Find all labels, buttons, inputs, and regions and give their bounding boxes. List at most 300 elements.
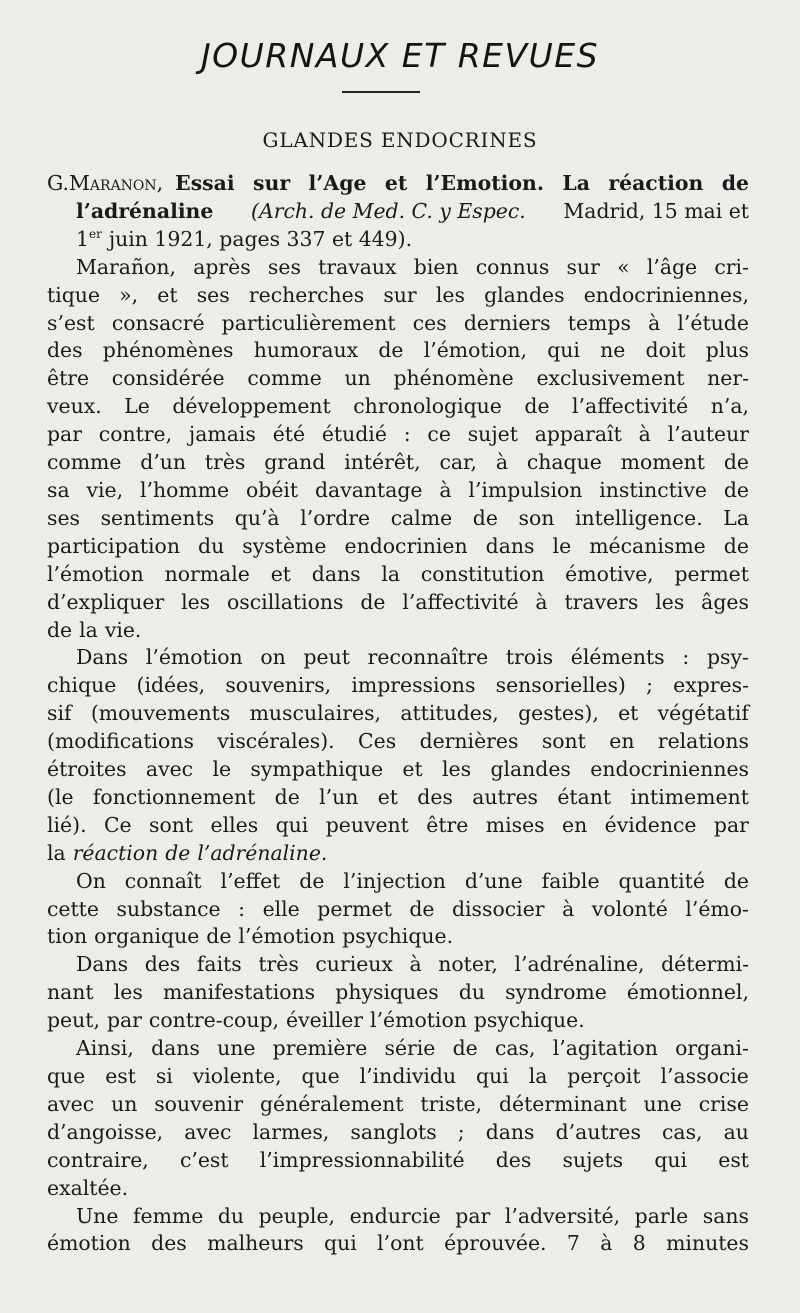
word: en bbox=[562, 812, 588, 837]
word: femme bbox=[132, 1203, 204, 1228]
text-line bbox=[47, 896, 749, 924]
text-line bbox=[47, 923, 749, 951]
paragraph bbox=[47, 1203, 749, 1259]
word: l’émo- bbox=[685, 896, 749, 921]
word: autres bbox=[472, 784, 538, 809]
paragraphs bbox=[47, 254, 749, 1259]
word: souvenirs, bbox=[225, 673, 332, 698]
word: développement bbox=[172, 394, 331, 419]
word: que bbox=[301, 1064, 340, 1088]
text-line bbox=[47, 644, 749, 672]
word: contre, bbox=[98, 422, 173, 447]
word: émotion bbox=[47, 1231, 131, 1256]
reference-author: Maranon, bbox=[69, 171, 164, 195]
word: le bbox=[212, 757, 232, 782]
word: évidence bbox=[604, 812, 697, 837]
text-line bbox=[47, 979, 749, 1007]
word: La bbox=[562, 171, 590, 195]
text-line bbox=[47, 1007, 749, 1035]
word: de bbox=[524, 394, 550, 419]
word: à bbox=[648, 310, 661, 335]
text-line bbox=[47, 254, 749, 282]
word: Dans bbox=[76, 952, 129, 977]
word: sujet bbox=[467, 422, 518, 447]
word: malheurs bbox=[207, 1231, 304, 1256]
word: musculaires, bbox=[249, 701, 382, 726]
word: ses bbox=[196, 282, 230, 307]
word: ses bbox=[47, 505, 80, 530]
word: organique bbox=[94, 924, 200, 949]
word: des bbox=[144, 952, 181, 977]
word: Marañon, bbox=[76, 254, 176, 279]
word: larmes, bbox=[252, 1119, 330, 1144]
word: ce bbox=[427, 422, 451, 447]
text-line bbox=[47, 784, 749, 812]
word: qui bbox=[324, 1231, 357, 1256]
reference-line bbox=[47, 226, 749, 254]
word: du bbox=[217, 1203, 245, 1228]
word: étroites bbox=[47, 757, 127, 782]
word: avec bbox=[47, 1091, 95, 1116]
word: les bbox=[655, 589, 685, 614]
word: phénomène bbox=[393, 366, 514, 391]
word: permet bbox=[674, 561, 749, 586]
word: calme bbox=[390, 505, 453, 530]
word: veux. bbox=[47, 394, 102, 419]
word: intelligence. bbox=[574, 505, 703, 530]
word: moment bbox=[620, 450, 705, 475]
word: l’agitation bbox=[552, 1036, 658, 1061]
text-line bbox=[47, 365, 749, 393]
word: noter, bbox=[438, 952, 498, 977]
text-line bbox=[47, 756, 749, 784]
word: détermi- bbox=[661, 952, 749, 977]
word: tique bbox=[47, 282, 100, 307]
word: après bbox=[193, 254, 251, 279]
word: l’ont bbox=[377, 1231, 424, 1256]
word: psychique. bbox=[342, 924, 454, 949]
word: glandes bbox=[490, 757, 571, 782]
word: étudié bbox=[321, 422, 387, 447]
word: peut, bbox=[47, 1008, 100, 1033]
word: à bbox=[439, 477, 452, 502]
text-line bbox=[47, 310, 749, 338]
word: l’auteur bbox=[667, 422, 749, 447]
word: l’impressionnabilité bbox=[259, 1147, 465, 1172]
word: car, bbox=[439, 450, 478, 475]
word: violente, bbox=[192, 1064, 282, 1088]
word: vie. bbox=[104, 617, 142, 642]
word: (le bbox=[47, 784, 74, 809]
word: l’affectivité bbox=[402, 589, 519, 614]
word: sanglots bbox=[350, 1119, 437, 1144]
word: connus bbox=[475, 254, 550, 279]
word: un bbox=[111, 1091, 138, 1116]
section-title: GLANDES ENDOCRINES bbox=[262, 128, 538, 152]
word: considérée bbox=[111, 366, 225, 391]
word: « bbox=[617, 254, 630, 279]
reference-title bbox=[175, 170, 749, 198]
text-line bbox=[47, 1147, 749, 1175]
word: par bbox=[713, 812, 749, 837]
word: ; bbox=[646, 673, 653, 698]
word: endocrinien bbox=[344, 533, 468, 558]
word: constitution bbox=[420, 561, 545, 586]
word: mises bbox=[485, 812, 545, 837]
word: : bbox=[403, 422, 411, 447]
word: est bbox=[718, 1147, 749, 1172]
text-line bbox=[47, 477, 749, 505]
word: : bbox=[682, 645, 690, 670]
word: Ainsi, bbox=[76, 1036, 134, 1061]
word: sa bbox=[47, 477, 70, 502]
word: l’adrénaline, bbox=[514, 952, 645, 977]
word: syndrome bbox=[505, 980, 607, 1005]
word: Une bbox=[76, 1203, 119, 1228]
word: phénomènes bbox=[102, 338, 234, 363]
word: l’émotion bbox=[47, 561, 144, 586]
word: à bbox=[495, 450, 509, 475]
word: végétatif bbox=[657, 701, 749, 726]
word: expres- bbox=[673, 673, 749, 698]
word: normale bbox=[164, 561, 250, 586]
word: et bbox=[618, 701, 639, 726]
word: première bbox=[272, 1036, 368, 1061]
word: qui bbox=[547, 338, 580, 363]
word: cette bbox=[47, 896, 99, 921]
word: On bbox=[76, 868, 106, 893]
word: peuvent bbox=[325, 812, 409, 837]
word: glandes bbox=[484, 282, 565, 307]
word: les bbox=[113, 980, 143, 1005]
word: (mouvements bbox=[90, 701, 231, 726]
word: éléments bbox=[570, 645, 665, 670]
word: son bbox=[518, 505, 555, 530]
word: travaux bbox=[318, 254, 397, 279]
word: volonté bbox=[591, 896, 668, 921]
word: l’affectivité bbox=[572, 394, 689, 419]
word: 8 bbox=[632, 1231, 646, 1256]
word: sur bbox=[253, 171, 291, 195]
word: à bbox=[535, 589, 548, 614]
word: système bbox=[242, 533, 327, 558]
word: psy- bbox=[706, 645, 749, 670]
word: faible bbox=[541, 868, 600, 893]
word: la bbox=[381, 561, 401, 586]
word: Le bbox=[124, 394, 150, 419]
word: exaltée. bbox=[47, 1175, 129, 1200]
word: l’injection bbox=[343, 868, 446, 893]
word: souvenir bbox=[154, 1091, 244, 1116]
word: perçoit bbox=[567, 1064, 641, 1088]
paragraph bbox=[47, 951, 749, 1035]
word: La bbox=[723, 505, 749, 530]
word: qu’à bbox=[234, 505, 280, 530]
word: attitudes, bbox=[400, 701, 499, 726]
word: réaction bbox=[608, 171, 704, 195]
word: peut bbox=[303, 645, 350, 670]
word: permet bbox=[317, 896, 392, 921]
word: recherches bbox=[248, 282, 365, 307]
word: n’a, bbox=[710, 394, 749, 419]
word: fonctionnement bbox=[92, 784, 256, 809]
word: l’émotion bbox=[370, 1008, 467, 1033]
word: généralement bbox=[259, 1091, 404, 1116]
word: : bbox=[238, 896, 246, 921]
text-line bbox=[47, 282, 749, 310]
word: âges bbox=[701, 589, 749, 614]
word: un bbox=[344, 366, 371, 391]
word: viscérales). bbox=[217, 729, 335, 754]
word: l’adversité, bbox=[504, 1203, 621, 1228]
word: dans bbox=[151, 1036, 200, 1061]
word: de bbox=[452, 1036, 478, 1061]
word: contraire, bbox=[47, 1147, 149, 1172]
word: d’expliquer bbox=[47, 589, 165, 614]
text-line bbox=[47, 561, 749, 589]
text-line bbox=[47, 1063, 749, 1091]
word: l’impulsion bbox=[468, 477, 583, 502]
text-line bbox=[47, 589, 749, 617]
word: les bbox=[442, 757, 472, 782]
word: d’angoisse, bbox=[47, 1119, 164, 1144]
reference-title-cont: l’adrénaline bbox=[76, 198, 214, 223]
text-line bbox=[47, 812, 749, 840]
word: derniers bbox=[463, 310, 551, 335]
word: tion bbox=[47, 924, 88, 949]
word: été bbox=[272, 422, 306, 447]
reference-date-rest: juin 1921, pages 337 et 449). bbox=[108, 226, 413, 251]
word: très bbox=[258, 952, 299, 977]
word: des bbox=[151, 1231, 187, 1256]
reference-date: Madrid, 15 mai et bbox=[563, 198, 749, 223]
word: chaque bbox=[526, 450, 602, 475]
word: émotive, bbox=[565, 561, 654, 586]
word: ces bbox=[412, 310, 447, 335]
word: de bbox=[299, 868, 325, 893]
word: à bbox=[562, 896, 575, 921]
word: Essai bbox=[175, 171, 235, 195]
word: l’étude bbox=[677, 310, 749, 335]
word: minutes bbox=[666, 1231, 749, 1256]
word: si bbox=[155, 1064, 173, 1088]
word: (idées, bbox=[136, 673, 206, 698]
word: cas, bbox=[662, 1119, 703, 1144]
word: étant bbox=[557, 784, 612, 809]
text-line bbox=[47, 672, 749, 700]
word: des bbox=[47, 338, 83, 363]
word: avec bbox=[184, 1119, 232, 1144]
word: éveiller bbox=[286, 1008, 364, 1033]
text-line bbox=[47, 449, 749, 477]
word: psychique. bbox=[473, 1008, 585, 1033]
text-line bbox=[47, 533, 749, 561]
word: et bbox=[384, 171, 408, 195]
word: organi- bbox=[675, 1036, 749, 1061]
word: l’associe bbox=[660, 1064, 749, 1088]
word: de bbox=[378, 338, 404, 363]
word: obéit bbox=[246, 477, 299, 502]
text-line bbox=[47, 1230, 749, 1258]
word: chronologique bbox=[353, 394, 502, 419]
word: sans bbox=[702, 1203, 749, 1228]
word: dans bbox=[311, 561, 361, 586]
word: plus bbox=[705, 338, 749, 363]
word: et bbox=[377, 784, 398, 809]
text-line bbox=[47, 1119, 749, 1147]
word: et bbox=[157, 282, 178, 307]
word: ne bbox=[600, 338, 626, 363]
paragraph bbox=[47, 644, 749, 867]
word: par bbox=[106, 1008, 142, 1033]
word: dissocier bbox=[451, 896, 545, 921]
word: manifestations bbox=[162, 980, 316, 1005]
article-body bbox=[47, 170, 749, 1258]
word: sympathique bbox=[250, 757, 384, 782]
word: elle bbox=[262, 896, 300, 921]
text-line bbox=[47, 700, 749, 728]
word: une bbox=[217, 1036, 256, 1061]
word: des bbox=[495, 1147, 532, 1172]
text-line bbox=[47, 868, 749, 896]
word: lié). bbox=[47, 812, 87, 837]
journal-header-title: JOURNAUX ET REVUES bbox=[200, 36, 600, 75]
word: d’une bbox=[464, 868, 523, 893]
word: avec bbox=[145, 757, 194, 782]
text-line bbox=[47, 951, 749, 979]
word: l’ordre bbox=[300, 505, 371, 530]
word: chique bbox=[47, 673, 117, 698]
text-line bbox=[47, 421, 749, 449]
word: par bbox=[47, 422, 82, 447]
word: endocriniennes bbox=[590, 757, 749, 782]
reference-line bbox=[47, 198, 749, 226]
word: des bbox=[417, 784, 453, 809]
text-line bbox=[47, 505, 749, 533]
text-line bbox=[47, 728, 749, 756]
word: sont bbox=[541, 729, 586, 754]
word: la bbox=[79, 617, 98, 642]
word: série bbox=[384, 1036, 436, 1061]
word: et bbox=[270, 561, 291, 586]
word: les bbox=[181, 589, 211, 614]
word: sur bbox=[383, 282, 417, 307]
text-line bbox=[47, 1175, 749, 1203]
word: de bbox=[723, 450, 749, 475]
word: reconnaître bbox=[367, 645, 489, 670]
word: l’émotion bbox=[145, 645, 243, 670]
paragraph bbox=[47, 1035, 749, 1202]
reference-date-ord: 1er bbox=[76, 226, 102, 251]
text-line bbox=[47, 1091, 749, 1119]
word: c’est bbox=[179, 1147, 229, 1172]
word: une bbox=[643, 1091, 682, 1116]
word: d’un bbox=[140, 450, 187, 475]
word: impressions bbox=[351, 673, 476, 698]
word: qui bbox=[476, 1064, 509, 1088]
word: sensorielles) bbox=[495, 673, 626, 698]
word: très bbox=[204, 450, 246, 475]
reference-line bbox=[47, 170, 749, 198]
word: crise bbox=[698, 1091, 749, 1116]
word: elles bbox=[210, 812, 259, 837]
word: quantité bbox=[618, 868, 705, 893]
word: sur bbox=[566, 254, 600, 279]
word: Ce bbox=[103, 812, 132, 837]
word: humoraux bbox=[253, 338, 359, 363]
word: trois bbox=[505, 645, 554, 670]
word: substance bbox=[116, 896, 221, 921]
word: sif bbox=[47, 701, 72, 726]
word: qui bbox=[275, 812, 309, 837]
word: la bbox=[47, 840, 66, 865]
word: réaction bbox=[72, 840, 159, 865]
word: le bbox=[552, 533, 572, 558]
word: du bbox=[458, 980, 486, 1005]
word: doit bbox=[645, 338, 686, 363]
word: (modifications bbox=[47, 729, 194, 754]
word: physiques bbox=[335, 980, 439, 1005]
word: déterminant bbox=[498, 1091, 627, 1116]
word: sont bbox=[149, 812, 194, 837]
word: à bbox=[409, 952, 422, 977]
word: de bbox=[723, 533, 749, 558]
word: par bbox=[455, 1203, 491, 1228]
word: comme bbox=[47, 450, 122, 475]
word: 7 bbox=[566, 1231, 580, 1256]
word: de bbox=[723, 477, 749, 502]
word: Ces bbox=[358, 729, 397, 754]
word: à bbox=[600, 1231, 613, 1256]
word: relations bbox=[657, 729, 749, 754]
paragraph bbox=[47, 868, 749, 952]
word: apparaît bbox=[534, 422, 622, 447]
word: l’individu bbox=[359, 1064, 457, 1088]
word: cri- bbox=[714, 254, 749, 279]
word: sujets bbox=[562, 1147, 624, 1172]
word: l’Age bbox=[308, 171, 367, 195]
word: dernières bbox=[419, 729, 519, 754]
word: instinctive bbox=[599, 477, 707, 502]
word: endurcie bbox=[349, 1203, 441, 1228]
text-line bbox=[47, 617, 749, 645]
word: on bbox=[260, 645, 286, 670]
word: de bbox=[721, 171, 749, 195]
word: gestes), bbox=[518, 701, 599, 726]
word: est bbox=[105, 1064, 136, 1088]
word: de bbox=[409, 896, 435, 921]
word: exclusivement bbox=[536, 366, 685, 391]
text-line bbox=[47, 1035, 749, 1063]
word: du bbox=[198, 533, 225, 558]
word: intimement bbox=[630, 784, 749, 809]
word: particulièrement bbox=[221, 310, 396, 335]
word: davantage bbox=[315, 477, 423, 502]
word: jamais bbox=[188, 422, 256, 447]
word: de bbox=[47, 617, 73, 642]
word: faits bbox=[196, 952, 242, 977]
word: contre-coup, bbox=[148, 1008, 279, 1033]
word: être bbox=[426, 812, 469, 837]
word: émotionnel, bbox=[626, 980, 749, 1005]
word: la bbox=[528, 1064, 548, 1088]
word: consacré bbox=[111, 310, 205, 335]
word: l’un bbox=[319, 784, 359, 809]
word: de bbox=[206, 924, 232, 949]
word: de bbox=[165, 840, 191, 865]
word: dans bbox=[485, 1119, 535, 1144]
word: l’âge bbox=[646, 254, 698, 279]
